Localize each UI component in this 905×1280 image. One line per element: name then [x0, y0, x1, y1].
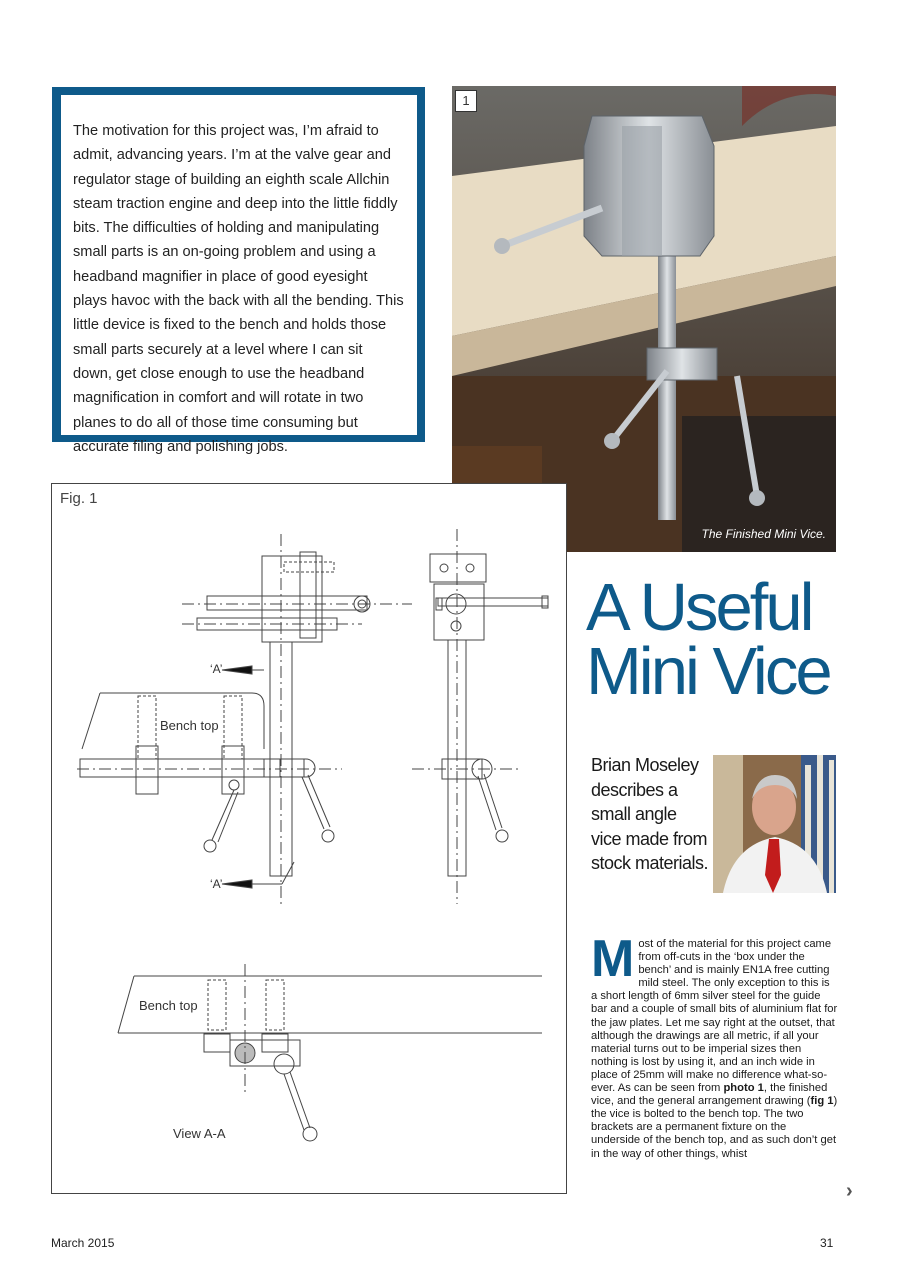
author-portrait — [713, 755, 836, 893]
title-line-1: A Useful — [586, 570, 812, 645]
bench-top-label-section: Bench top — [139, 998, 198, 1013]
article-body — [591, 930, 838, 1161]
ref-photo-1: photo 1 — [723, 1082, 764, 1095]
body-text-part-2: , the finished vice, and the general arrangement drawing ( — [591, 1082, 828, 1108]
byline: Brian Moseley describes a small angle vice made from stock materials. — [591, 755, 709, 873]
technical-drawing — [52, 484, 566, 1193]
section-mark-bottom: ‘A’ — [210, 877, 223, 891]
photo-number-badge: 1 — [455, 90, 477, 112]
ref-fig-1: fig 1 — [810, 1095, 834, 1108]
article-title — [586, 570, 856, 709]
section-mark-top: ‘A’ — [210, 662, 223, 676]
body-text-part-3: ) the vice is bolted to the bench top. The two brackets are a permanent fixture on the underside of the bench top, and as such don’t get in the way of other things, whist — [591, 1095, 838, 1160]
photo-caption: The Finished Mini Vice. — [701, 527, 826, 541]
title-line-2: Mini Vice — [586, 634, 830, 709]
intro-text: The motivation for this project was, I’m afraid to admit, advancing years. I’m at the valve gear and regulator stage of building an eighth scale Allchin steam traction engine and deep into the little fiddly bits. The difficulties of holding and manipulating small parts is an on-going problem and using a headband magnifier in place of good eyesight plays havoc with the back with all the bending. This little device is fixed to the bench and holds those small parts securely at a level where I can sit down, get close enough to use the headband magnification in comfort and will rotate in two planes to do all of those time consuming but accurate filing and polishing jobs. — [73, 123, 404, 455]
dropcap: M — [591, 930, 635, 988]
bench-top-label-front: Bench top — [160, 718, 219, 733]
figure-1-drawing — [51, 483, 567, 1194]
footer-date: March 2015 — [51, 1236, 115, 1250]
intro-box — [60, 94, 418, 455]
continue-arrow-icon: › — [846, 1180, 853, 1202]
page-number: 31 — [820, 1236, 834, 1250]
body-text-part-1: ost of the material for this project came from off-cuts in the ‘box under the bench’ and is mainly EN1A free cutting mild steel. The only exception to this is a short length of 6mm silver steel for the guide bar and a couple of small bits of aluminium flat for the jaw plates. Let me say right at the outset, that although the drawings are all metric, if all your material turns out to be imperial sizes then nothing is lost by using it, and an inch wide in place of 25mm will make no difference what-so-ever. As can be seen from — [591, 938, 838, 1095]
view-a-a-label: View A-A — [173, 1126, 226, 1141]
figure-label: Fig. 1 — [60, 490, 98, 507]
